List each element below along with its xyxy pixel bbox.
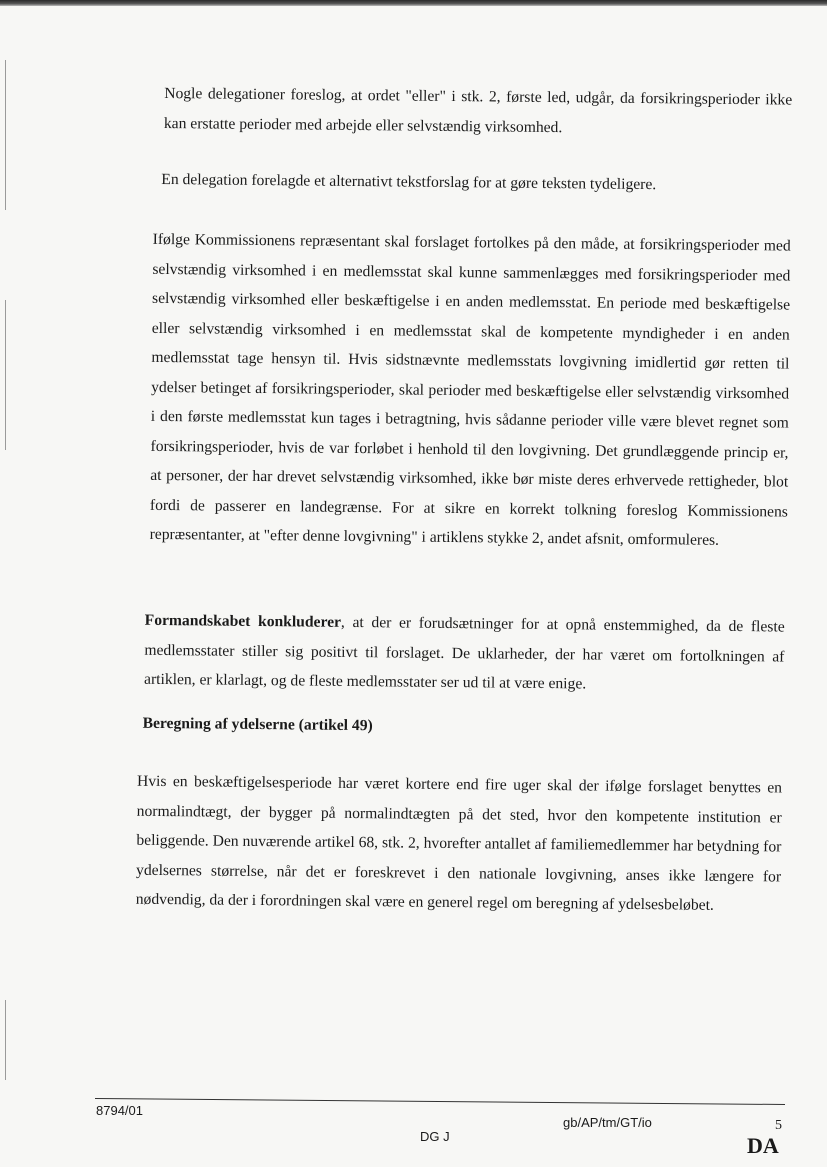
directorate-code: DG J [420,1129,450,1144]
presidency-conclusion-text: , at der er forudsætninger for at opnå enstemmighed, da de fleste medlemsstater stiller sig positivt til forslaget. De uklarheder, der har været om fortolkningen af artiklen, er klarlagt, og de fleste medlemsstater ser ud til at være enige. [144,613,785,693]
page-number: 5 [775,1118,782,1133]
presidency-conclusion-lead: Formandskabet konkluderer [144,611,342,631]
section-heading: Beregning af ydelserne (artikel 49) [142,714,373,735]
document-number: 8794/01 [96,1103,143,1118]
author-reference: gb/AP/tm/GT/io [563,1115,652,1130]
paragraph-eller: Nogle delegationer foreslog, at ordet "eller" i stk. 2, første led, udgår, da forsikringsperioder ikke kan erstatte perioder med arbejde eller selvstændig virksomhed. [163,84,793,136]
paragraph-benefit-calculation: Hvis en beskæftigelsesperiode har været kortere end fire uger skal der ifølge forslaget benyttes en normalindtægt, der bygger på normalindtægten på det sted, hvor den kompetente institution er beliggende. Den nuværende artikel 68, stk. 2, hvorefter antallet af familiemedlemmer har betydning for ydelsernes størrelse, når det er foreskrevet i den nationale lovgivning, anses ikke længere for nødvendig, da der i forordningen skal være en generel regel om beregning af ydelsesbeløbet. [135,772,783,914]
paragraph-presidency-conclusion [144,606,785,701]
language-code: DA [747,1133,779,1158]
paragraph-commission-interpretation: Ifølge Kommissionens repræsentant skal forslaget fortolkes på den måde, at forsikringsperioder med selvstændig virksomhed i en medlemsstat skal kunne sammenlægges med forsikringsperioder med selvstændig virksomhed eller beskæftigelse i en anden medlemsstat. En periode med beskæftigelse eller selvstændig virksomhed i en medlemsstat skal de kompetente myndigheder i en anden medlemsstat tage hensyn til. Hvis sidstnævnte medlemsstats lovgivning imidlertid gør retten til ydelser betinget af forsikringsperioder, skal perioder med beskæftigelse eller selvstændig virksomhed i den første medlemsstat kun tages i betragtning, hvis sådanne perioder ville være blevet regnet som forsikringsperioder, hvis de var forløbet i henhold til den lovgivning. Det grundlæggende princip er, at personer, der har drevet selvstændig virksomhed, ikke bør miste deres erhvervede rettigheder, blot fordi de passerer en landegrænse. For at sikre en korrekt tolkning foreslog Kommissionens repræsentanter, at "efter denne lovgivning" i artiklens stykke 2, andet afsnit, omformuleres. [149,230,791,549]
paragraph-alternative-text: En delegation forelagde et alternativt tekstforslag for at gøre teksten tydeligere. [161,170,657,194]
